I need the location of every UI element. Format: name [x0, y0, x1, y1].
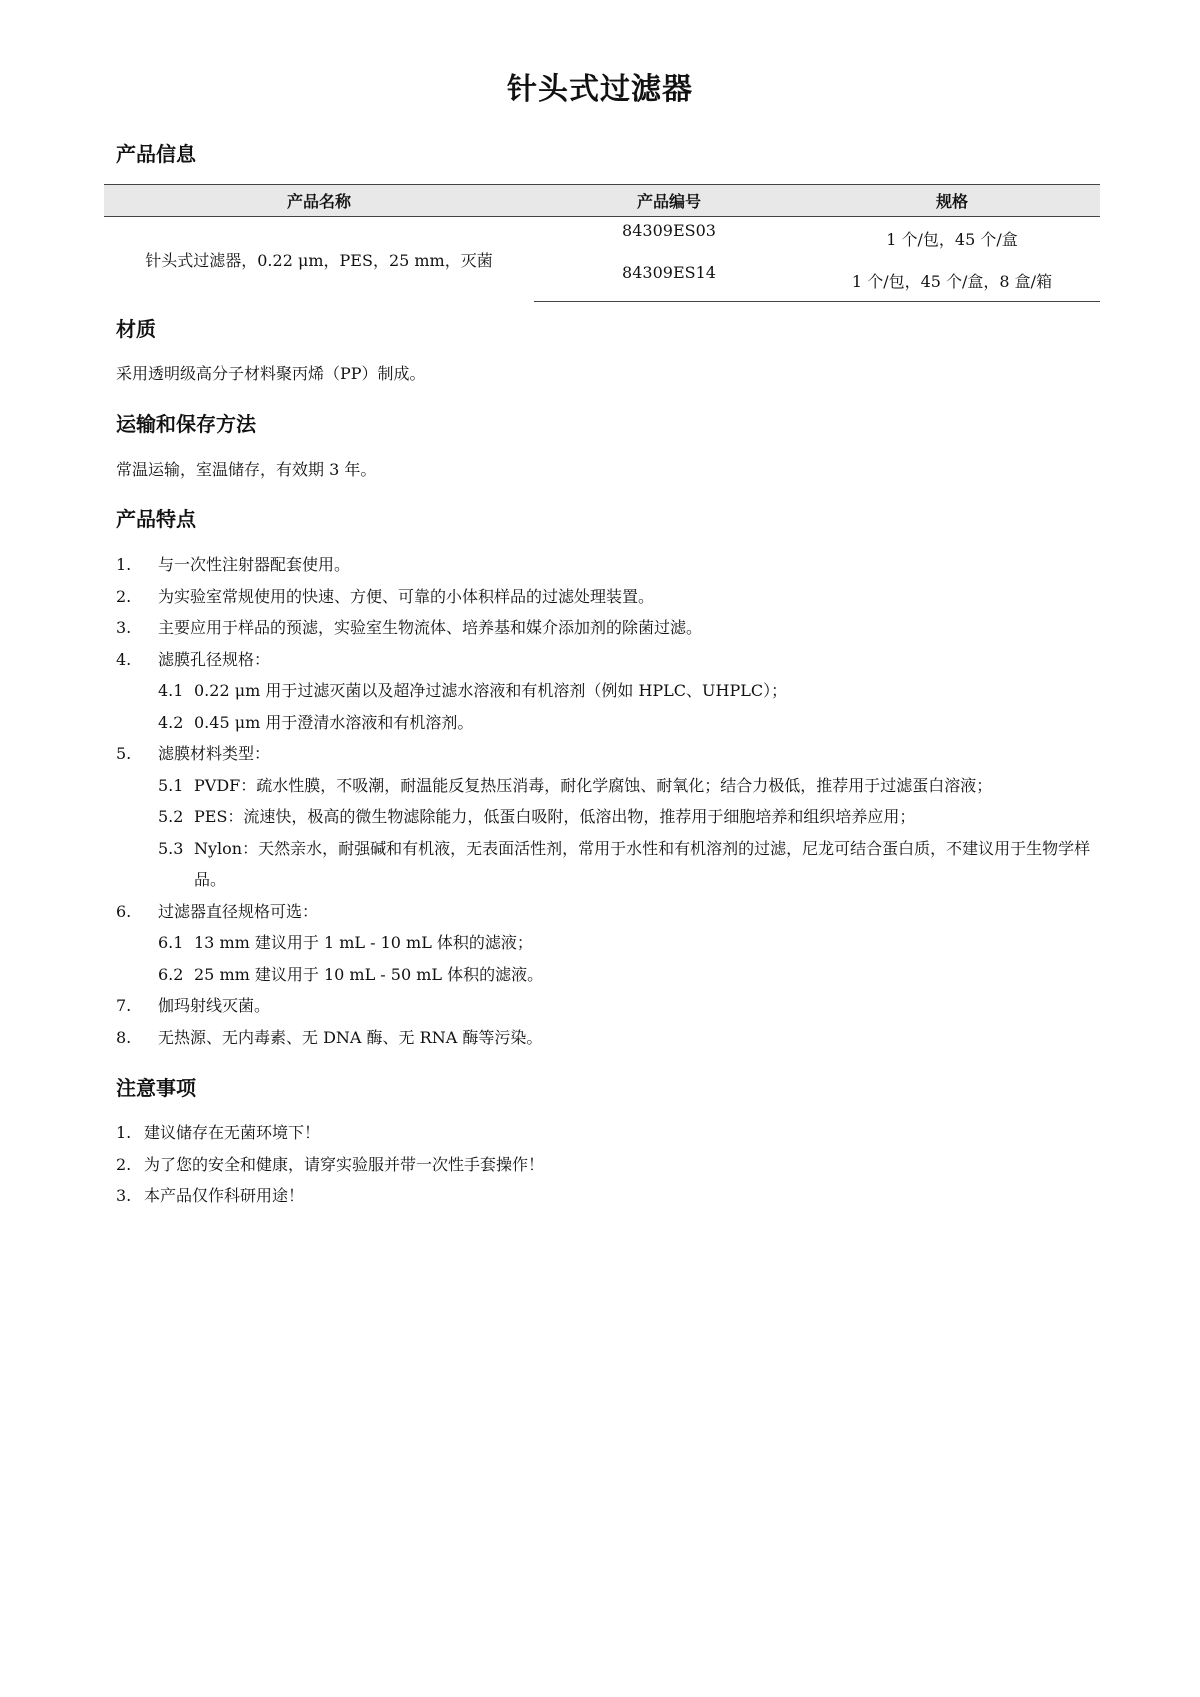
section-heading-notes: 注意事项	[116, 1076, 196, 1100]
list-item: 1. 建议储存在无菌环境下！	[116, 1123, 321, 1142]
features-list	[116, 549, 1106, 1053]
list-item: 4. 滤膜孔径规格：	[116, 649, 271, 669]
list-subitem: 5.2 PES：流速快，极高的微生物滤除能力，低蛋白吸附，低溶出物，推荐用于细胞培养和组织培养应用；	[158, 807, 916, 826]
list-item: 3. 主要应用于样品的预滤，实验室生物流体、培养基和媒介添加剂的除菌过滤。	[116, 618, 703, 637]
list-subitem: 5.3 Nylon：天然亲水，耐强碱和有机液，无表面活性剂，常用于水性和有机溶剂的过滤，尼龙可结合蛋白质，不建议用于生物学样品。	[158, 838, 1091, 889]
list-item: 6. 过滤器直径规格可选：	[116, 901, 319, 921]
list-item: 2. 为了您的安全和健康，请穿实验服并带一次性手套操作！	[116, 1154, 545, 1174]
product-table	[104, 184, 1100, 302]
table-header-row	[104, 185, 1100, 217]
list-item: 2. 为实验室常规使用的快速、方便、可靠的小体积样品的过滤处理装置。	[116, 586, 655, 606]
list-subitem: 4.1 0.22 μm 用于过滤灭菌以及超净过滤水溶液和有机溶剂（例如 HPLC、UHPLC）；	[158, 681, 788, 700]
table-cell-code: 84309ES03	[622, 221, 716, 240]
list-item: 1. 与一次性注射器配套使用。	[116, 555, 351, 574]
list-item: 8. 无热源、无内毒素、无 DNA 酶、无 RNA 酶等污染。	[116, 1027, 543, 1047]
table-cell-code: 84309ES14	[534, 259, 804, 302]
table-cell-spec: 1 个/包，45 个/盒	[886, 229, 1018, 249]
page-title: 针头式过滤器	[507, 72, 693, 107]
table-header-name: 产品名称	[104, 185, 534, 217]
storage-text: 常温运输，室温储存，有效期 3 年。	[116, 460, 377, 479]
table-header-spec: 规格	[804, 185, 1100, 217]
list-subitem: 6.2 25 mm 建议用于 10 mL - 50 mL 体积的滤液。	[158, 964, 544, 984]
list-subitem: 5.1 PVDF：疏水性膜，不吸潮，耐温能反复热压消毒，耐化学腐蚀、耐氧化；结合力极低，推荐用于过滤蛋白溶液；	[158, 775, 993, 795]
list-subitem: 4.2 0.45 μm 用于澄清水溶液和有机溶剂。	[158, 712, 474, 732]
section-heading-storage: 运输和保存方法	[116, 412, 256, 436]
table-header-code: 产品编号	[534, 185, 804, 217]
list-item: 3. 本产品仅作科研用途！	[116, 1186, 305, 1205]
list-item: 7. 伽玛射线灭菌。	[116, 996, 271, 1015]
list-item: 5. 滤膜材料类型：	[116, 744, 271, 763]
table-row	[104, 217, 1100, 260]
table-cell-spec: 1 个/包，45 个/盒，8 盒/箱	[804, 259, 1100, 302]
section-heading-features: 产品特点	[116, 507, 196, 531]
section-heading-product-info: 产品信息	[116, 142, 196, 166]
section-heading-material: 材质	[116, 317, 156, 341]
notes-list	[116, 1117, 1016, 1212]
material-text: 采用透明级高分子材料聚丙烯（PP）制成。	[116, 364, 426, 383]
list-subitem: 6.1 13 mm 建议用于 1 mL - 10 mL 体积的滤液；	[158, 933, 533, 952]
table-cell-product-name: 针头式过滤器，0.22 μm，PES，25 mm，灭菌	[145, 250, 493, 270]
